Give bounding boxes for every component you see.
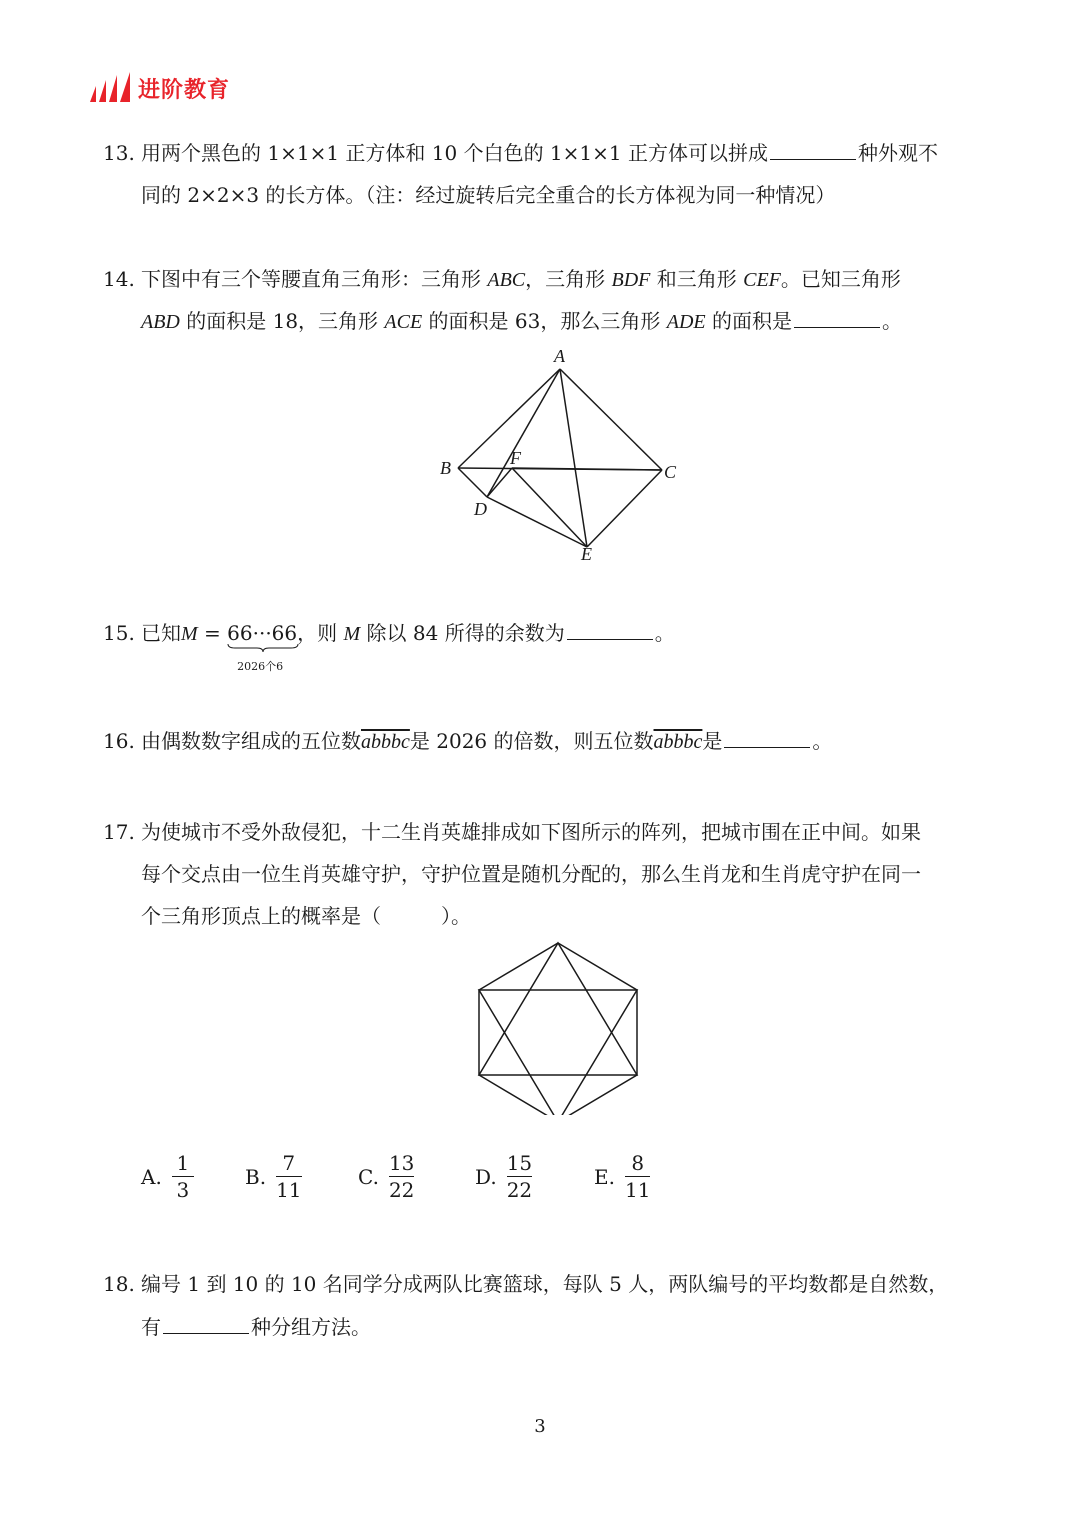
q15-line: 已知M = 66···66 2026个6 ，则 M 除以 84 所得的余数为 。 — [141, 619, 675, 648]
label-f: F — [510, 448, 521, 468]
q17-line2: 每个交点由一位生肖英雄守护，守护位置是随机分配的，那么生肖龙和生肖虎守护在同一 — [141, 862, 921, 886]
label-d: D — [474, 499, 487, 519]
q15-answer-blank[interactable] — [567, 619, 653, 640]
label-e: E — [581, 544, 592, 564]
q17-number: 17. — [103, 820, 135, 844]
q14-answer-blank[interactable] — [794, 307, 880, 328]
q18-answer-blank[interactable] — [163, 1313, 249, 1334]
q16-line: 由偶数数字组成的五位数abbbc是 2026 的倍数，则五位数abbbc是 。 — [141, 729, 833, 753]
choice-c[interactable]: C. $\frac{13}{22}$ — [358, 1151, 415, 1202]
choice-e[interactable]: E. $\frac{8}{11}$ — [594, 1151, 651, 1202]
q17-line1: 为使城市不受外敌侵犯，十二生肖英雄排成如下图所示的阵列，把城市围在正中间。如果 — [141, 820, 921, 844]
logo-bars-icon — [88, 72, 134, 104]
choice-d[interactable]: D. $\frac{15}{22}$ — [475, 1151, 533, 1202]
label-b: B — [440, 458, 451, 478]
page-number: 3 — [534, 1416, 546, 1437]
q18-number: 18. — [103, 1272, 135, 1296]
q15-digits: 66···66 — [227, 621, 298, 645]
q13-number: 13. — [103, 141, 135, 165]
q14-line2: ABD 的面积是 18，三角形 ACE 的面积是 63，那么三角形 ADE 的面积是 。 — [141, 309, 902, 333]
q13-text-a: 用两个黑色的 1×1×1 正方体和 10 个白色的 1×1×1 正方体可以拼成 — [141, 141, 768, 165]
q14-number: 14. — [103, 267, 135, 291]
q17-line3: 个三角形顶点上的概率是（ ）。 — [141, 904, 471, 928]
q15-number: 15. — [103, 621, 135, 645]
label-c: C — [664, 462, 677, 482]
brand-logo — [88, 70, 230, 106]
q16-answer-blank[interactable] — [724, 727, 810, 748]
choice-b[interactable]: B. $\frac{7}{11}$ — [245, 1151, 302, 1202]
q13-text-b: 种外观不 — [857, 141, 938, 165]
q14-triangle-figure — [430, 340, 690, 570]
q17-hexagram-figure — [470, 935, 650, 1115]
logo-text: 进阶教育 — [138, 77, 231, 103]
underbrace-icon — [227, 643, 299, 653]
q14-line1: 下图中有三个等腰直角三角形：三角形 ABC，三角形 BDF 和三角形 CEF。已知三角形 — [141, 267, 901, 291]
q18-line2: 有 种分组方法。 — [141, 1315, 371, 1339]
q15-brace-label: 2026个6 — [237, 660, 284, 673]
label-a: A — [554, 346, 565, 366]
q18-line1: 编号 1 到 10 的 10 名同学分成两队比赛篮球，每队 5 人，两队编号的平均数都是自然数， — [141, 1272, 949, 1296]
choice-a[interactable]: A. $\frac{1}{3}$ — [141, 1152, 194, 1201]
q13-line1 — [141, 139, 938, 167]
q13-answer-blank[interactable] — [770, 139, 856, 160]
q16-number: 16. — [103, 729, 135, 753]
q13-line2: 同的 2×2×3 的长方体。（注：经过旋转后完全重合的长方体视为同一种情况） — [141, 183, 836, 207]
